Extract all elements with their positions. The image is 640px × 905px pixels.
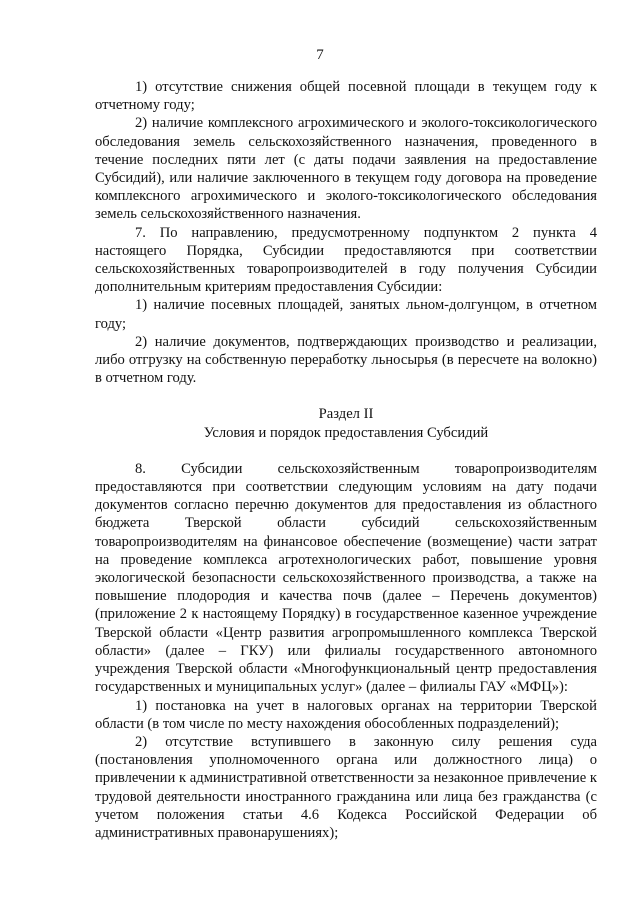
paragraph-point-8: 8. Субсидии сельскохозяйственным товаропроизводителям предоставляются при соответствии следующим условиям на дату подачи документов согласно перечню документов для предоставления из областного бюджета Тверской области субсидий сельскохозяйственным товаропроизводителям на финансовое обеспечение (возмещение) части затрат на проведение комплекса агротехнологических работ, повышение уровня экологической безопасности сельскохозяйственного производства, а также на повышение плодородия и качества почв (далее – Перечень документов) (приложение 2 к настоящему Порядку) в государственное казенное учреждение Тверской области «Центр развития агропромышленного комплекса Тверской области» (далее – ГКУ) или филиалы государственного автономного учреждения Тверской области «Многофункциональный центр предоставления государственных и муниципальных услуг» (далее – филиалы ГАУ «МФЦ»): [95,460,597,696]
paragraph-condition-2: 2) отсутствие вступившего в законную силу решения суда (постановления уполномоченного органа или должностного лица) о привлечении к административной ответственности за незаконное привлечение к трудовой деятельности иностранного гражданина или лица без гражданства (с учетом положения статьи 4.6 Кодекса Российской Федерации об административных правонарушениях); [95,733,597,841]
paragraph-item-1: 1) отсутствие снижения общей посевной площади в текущем году к отчетному году; [95,79,597,114]
paragraph-point-7: 7. По направлению, предусмотренному подпунктом 2 пункта 4 настоящего Порядка, Субсидии предоставляются при соответствии сельскохозяйственных товаропроизводителей в году получения Субсидии дополнительным критериям предоставления Субсидии: [95,224,597,296]
paragraph-item-2-documents: 2) наличие документов, подтверждающих производство и реализации, либо отгрузку на собственную переработку льносырья (в пересчете на волокно) в отчетном году. [95,333,597,387]
section-title: Условия и порядок предоставления Субсидий [203,424,489,441]
paragraph-item-1-flax: 1) наличие посевных площадей, занятых льном-долгунцом, в отчетном году; [95,297,597,332]
section-heading: Раздел II [318,406,374,423]
paragraph-condition-1: 1) постановка на учет в налоговых органах на территории Тверской области (в том числе по месту нахождения обособленных подразделений); [95,697,597,732]
page-number: 7 [316,47,324,63]
document-body [95,78,597,842]
paragraph-item-2: 2) наличие комплексного агрохимического и эколого-токсикологического обследования земель сельскохозяйственного назначения, проведенного в течение последних пяти лет (с даты подачи заявления на предоставление Субсидий), или наличие заключенного в текущем году договора на проведение комплексного агрохимического и эколого-токсикологического обследования земель сельскохозяйственного назначения. [95,115,597,223]
